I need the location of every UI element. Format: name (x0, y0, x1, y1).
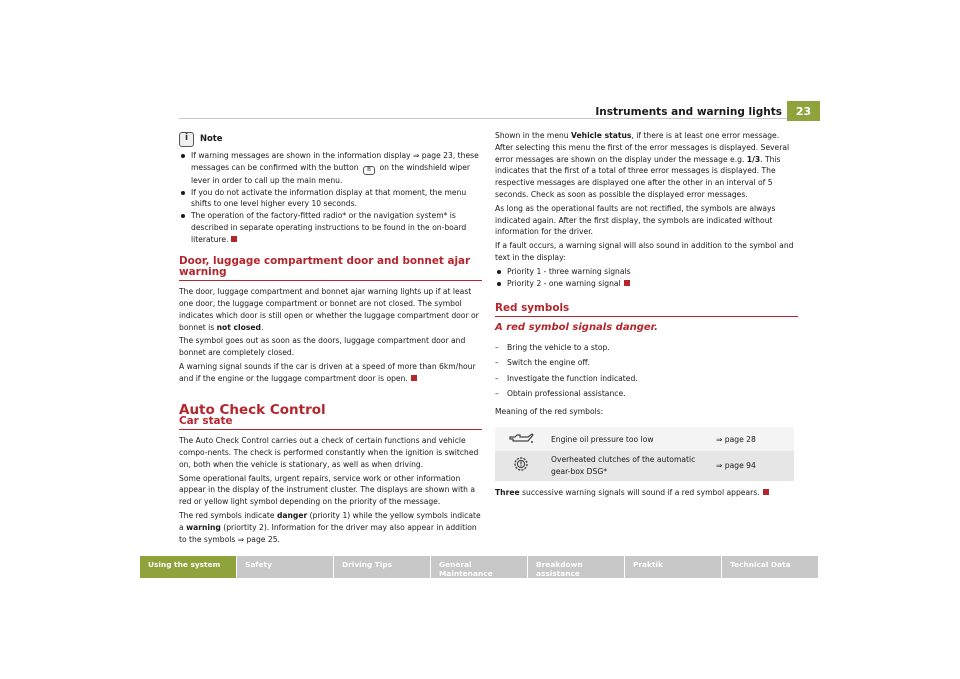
page-reference[interactable]: ⇒ page 94 (712, 451, 794, 481)
fault-paragraph: If a fault occurs, a warning signal will also sound in addition to the symbol and text in the display: (495, 241, 794, 262)
door-warning-paragraph: The symbol goes out as soon as the doors, luggage compartment door and bonnet are completely closed. (179, 336, 466, 358)
auto-check-paragraph: The red symbols indicate danger (priority 1) while the yellow symbols indicate a warning (priortity 2). Information for the driver may also appear in addition to the symbols ⇒ page 25. (179, 510, 481, 544)
door-warning-heading: Door, luggage compartment door and bonnet ajar warning (179, 256, 482, 282)
note-header (179, 130, 482, 148)
priority-item: Priority 1 - three warning signals (495, 266, 798, 278)
wiper-button-icon: B (363, 166, 375, 175)
step-item: – Switch the engine off. (495, 357, 798, 369)
vehicle-status-paragraph: Shown in the menu Vehicle status, if there is at least one error message. After selecting this menu the first of the error messages is displayed. Several error messages are shown on the display under the message e.g. 1/3. This indicates that the first of a total of three error messages is displayed. The respective messages are displayed one after the other in an interval of 5 seconds. Check as soon as possible the displayed error messages. (495, 131, 790, 199)
step-item: – Bring the vehicle to a stop. (495, 342, 798, 354)
oil-can-icon (495, 427, 547, 451)
end-of-section-icon (763, 489, 769, 495)
auto-check-paragraph: Some operational faults, urgent repairs, service work or other information appear in the display of the instrument cluster. The displays are shown with a red or yellow light symbol depending on the priority of the message. (179, 473, 475, 507)
note-title: Note (200, 133, 223, 144)
note-item: If you do not activate the information display at that moment, the menu shifts to one level higher every 10 seconds. (179, 187, 482, 211)
table-cell-text: Engine oil pressure too low (547, 427, 712, 451)
door-warning-paragraph: A warning signal sounds if the car is driven at a speed of more than 6km/hour and if the engine or the luggage compartment door is open. (179, 361, 476, 383)
red-symbols-table (495, 427, 794, 481)
final-note: Three successive warning signals will sound if a red symbol appears. (495, 487, 798, 499)
end-of-section-icon (411, 375, 417, 381)
note-item: If warning messages are shown in the information display ⇒ page 23, these messages can be confirmed with the button B on the windshield wiper lever in order to call up the main menu. (179, 150, 482, 187)
car-state-subheading: Car state (179, 416, 482, 430)
step-item: – Investigate the function indicated. (495, 373, 798, 385)
table-row (495, 451, 794, 481)
end-of-section-icon (624, 280, 630, 286)
info-icon: i (179, 132, 194, 147)
step-item: – Obtain professional assistance. (495, 388, 798, 400)
tab-safety[interactable]: Safety (237, 556, 334, 578)
end-of-section-icon (231, 236, 237, 242)
symbols-paragraph: As long as the operational faults are not rectified, the symbols are always indicated again. After the first display, the symbols are indicated without information for the driver. (495, 203, 776, 237)
gear-warning-icon (495, 451, 547, 481)
tab-breakdown-assistance[interactable]: Breakdown assistance (528, 556, 625, 578)
table-row (495, 427, 794, 451)
tab-using-the-system[interactable]: Using the system (140, 556, 237, 578)
page-header-title: Instruments and warning lights (595, 106, 782, 118)
page-number: 23 (787, 101, 820, 121)
door-warning-paragraph: The door, luggage compartment and bonnet ajar warning lights up if at least one door, the luggage compartment or bonnet are not closed. The symbol indicates which door is still open or whether the luggage compartment door or bonnet is not closed. (179, 287, 479, 332)
red-symbols-heading: Red symbols (495, 303, 798, 317)
tab-praktik[interactable]: Praktik (625, 556, 722, 578)
tab-technical-data[interactable]: Technical Data (722, 556, 819, 578)
page-reference[interactable]: ⇒ page 28 (712, 427, 794, 451)
note-item: The operation of the factory-fitted radio* or the navigation system* is described in separate operating instructions to be found in the on-board literature. (179, 210, 482, 245)
tab-general-maintenance[interactable]: General Maintenance (431, 556, 528, 578)
header-divider (179, 118, 787, 119)
left-column (179, 130, 482, 547)
auto-check-heading: Auto Check Control (179, 401, 326, 418)
red-symbols-subheading: A red symbol signals danger. (495, 322, 658, 334)
meaning-label: Meaning of the red symbols: (495, 406, 604, 416)
chapter-tabs (140, 556, 820, 578)
auto-check-paragraph: The Auto Check Control carries out a check of certain functions and vehicle compo-nents. The check is performed constantly when the ignition is switched on, both when the vehicle is stationary, as well as when driving. (179, 436, 479, 469)
tab-driving-tips[interactable]: Driving Tips (334, 556, 431, 578)
table-cell-text: Overheated clutches of the automatic gear-box DSG* (547, 451, 712, 481)
right-column (495, 130, 798, 501)
priority-item: Priority 2 - one warning signal (495, 278, 798, 290)
